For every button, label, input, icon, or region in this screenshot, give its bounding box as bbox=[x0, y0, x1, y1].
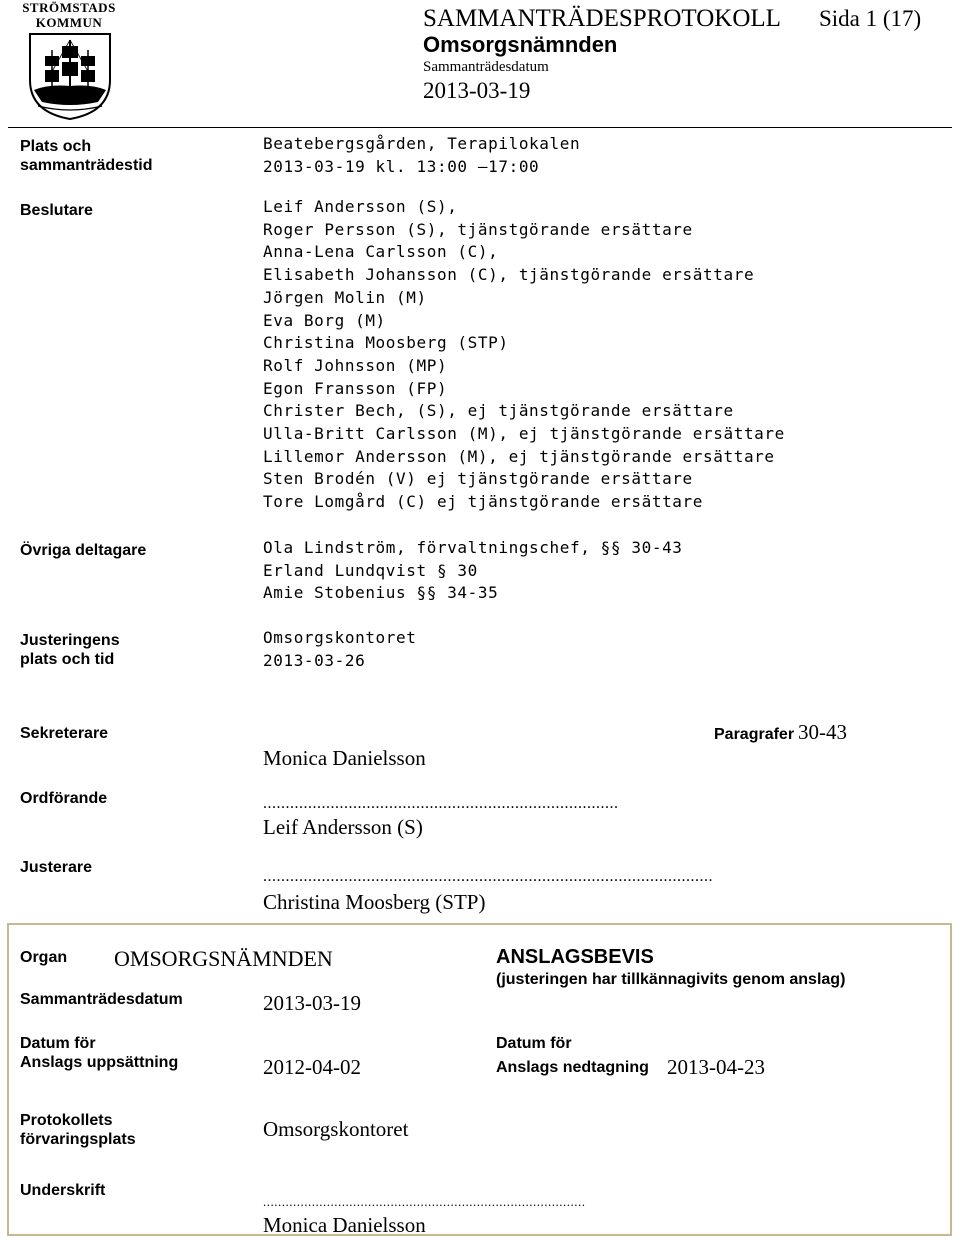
list-item: Christina Moosberg (STP) bbox=[263, 333, 509, 353]
list-item: Amie Stobenius §§ 34-35 bbox=[263, 583, 499, 603]
removed-date: 2013-04-23 bbox=[667, 1055, 765, 1079]
list-item: Ulla-Britt Carlsson (M), ej tjänstgörande ersättare bbox=[263, 424, 785, 444]
posted-label-line2: Anslags uppsättning bbox=[20, 1054, 179, 1071]
chair-name: Leif Andersson (S) bbox=[263, 815, 423, 839]
chair-label: Ordförande bbox=[20, 790, 108, 807]
signature-line: ...................................................................................... bbox=[263, 1194, 586, 1209]
adjustment-label bbox=[20, 631, 160, 669]
signature-name: Monica Danielsson bbox=[263, 1213, 426, 1237]
signature-label: Underskrift bbox=[20, 1182, 106, 1199]
removed-label-line2: Anslags nedtagning bbox=[496, 1059, 649, 1076]
removed-label bbox=[496, 1034, 649, 1077]
notice-date: 2013-03-19 bbox=[263, 991, 361, 1015]
document-title: SAMMANTRÄDESPROTOKOLL bbox=[423, 5, 781, 32]
notice-date-label: Sammanträdesdatum bbox=[20, 991, 183, 1008]
list-item: Anna-Lena Carlsson (C), bbox=[263, 242, 499, 262]
list-item: Elisabeth Johansson (C), tjänstgörande ersättare bbox=[263, 265, 755, 285]
adjustment-date: 2013-03-26 bbox=[263, 651, 366, 670]
paragraphs-block bbox=[714, 720, 847, 745]
place-label-text: Plats och sammanträdestid bbox=[20, 138, 153, 174]
place-label bbox=[20, 137, 220, 175]
paragraphs-value: 30-43 bbox=[798, 720, 848, 744]
list-item: Roger Persson (S), tjänstgörande ersättare bbox=[263, 219, 693, 239]
decision-makers-list bbox=[263, 196, 785, 514]
list-item: Christer Bech, (S), ej tjänstgörande ersättare bbox=[263, 401, 734, 421]
posted-label-line1: Datum för bbox=[20, 1035, 96, 1052]
organ-label: Organ bbox=[20, 949, 68, 966]
adjustment-place: Omsorgskontoret bbox=[263, 628, 417, 647]
posted-label bbox=[20, 1034, 178, 1072]
organ-value: OMSORGSNÄMNDEN bbox=[114, 946, 333, 971]
secretary-name: Monica Danielsson bbox=[263, 746, 426, 770]
list-item: Leif Andersson (S), bbox=[263, 197, 458, 216]
other-participants-label: Övriga deltagare bbox=[20, 542, 147, 559]
chair-signature-line: ............................................................................... bbox=[263, 795, 619, 812]
decision-makers-label: Beslutare bbox=[20, 202, 93, 219]
adjuster-label: Justerare bbox=[20, 859, 93, 876]
header-divider bbox=[8, 127, 952, 128]
meeting-date-label: Sammanträdesdatum bbox=[423, 59, 549, 75]
notice-subtitle: (justeringen har tillkännagivits genom anslag) bbox=[496, 971, 846, 988]
committee-name: Omsorgsnämnden bbox=[423, 32, 618, 57]
adjustment-label-text: Justeringens plats och tid bbox=[20, 632, 120, 668]
list-item: Jörgen Molin (M) bbox=[263, 287, 427, 307]
logo-text-line1: STRÖMSTADS bbox=[22, 0, 116, 15]
paragraphs-label: Paragrafer bbox=[714, 726, 795, 743]
list-item: Lillemor Andersson (M), ej tjänstgörande ersättare bbox=[263, 446, 775, 466]
list-item: Egon Fransson (FP) bbox=[263, 378, 448, 398]
posted-date: 2012-04-02 bbox=[263, 1055, 361, 1079]
storage-place: Omsorgskontoret bbox=[263, 1117, 409, 1141]
meeting-date: 2013-03-19 bbox=[423, 78, 531, 103]
logo-text-line2: KOMMUN bbox=[35, 15, 103, 30]
list-item: Tore Lomgård (C) ej tjänstgörande ersättare bbox=[263, 492, 704, 512]
page-number: Sida 1 (17) bbox=[819, 6, 922, 31]
municipality-logo bbox=[10, 0, 128, 122]
adjuster-signature-line: .................................................................................................... bbox=[263, 868, 713, 885]
list-item: Sten Brodén (V) ej tjänstgörande ersättare bbox=[263, 469, 693, 489]
storage-label-line1: Protokollets bbox=[20, 1112, 113, 1129]
removed-label-line1: Datum för bbox=[496, 1035, 572, 1052]
time-value: 2013-03-19 kl. 13:00 –17:00 bbox=[263, 157, 540, 176]
place-value: Beatebergsgården, Terapilokalen bbox=[263, 134, 581, 153]
coat-of-arms-icon bbox=[28, 32, 112, 120]
storage-label-line2: förvaringsplats bbox=[20, 1131, 136, 1148]
list-item: Erland Lundqvist § 30 bbox=[263, 560, 478, 580]
list-item: Eva Borg (M) bbox=[263, 310, 386, 330]
secretary-label: Sekreterare bbox=[20, 725, 109, 742]
adjuster-name: Christina Moosberg (STP) bbox=[263, 890, 486, 914]
list-item: Rolf Johnsson (MP) bbox=[263, 355, 448, 375]
notice-title: ANSLAGSBEVIS bbox=[496, 946, 654, 968]
storage-label bbox=[20, 1111, 136, 1149]
list-item: Ola Lindström, förvaltningschef, §§ 30-43 bbox=[263, 538, 683, 557]
other-participants-list bbox=[263, 537, 683, 605]
